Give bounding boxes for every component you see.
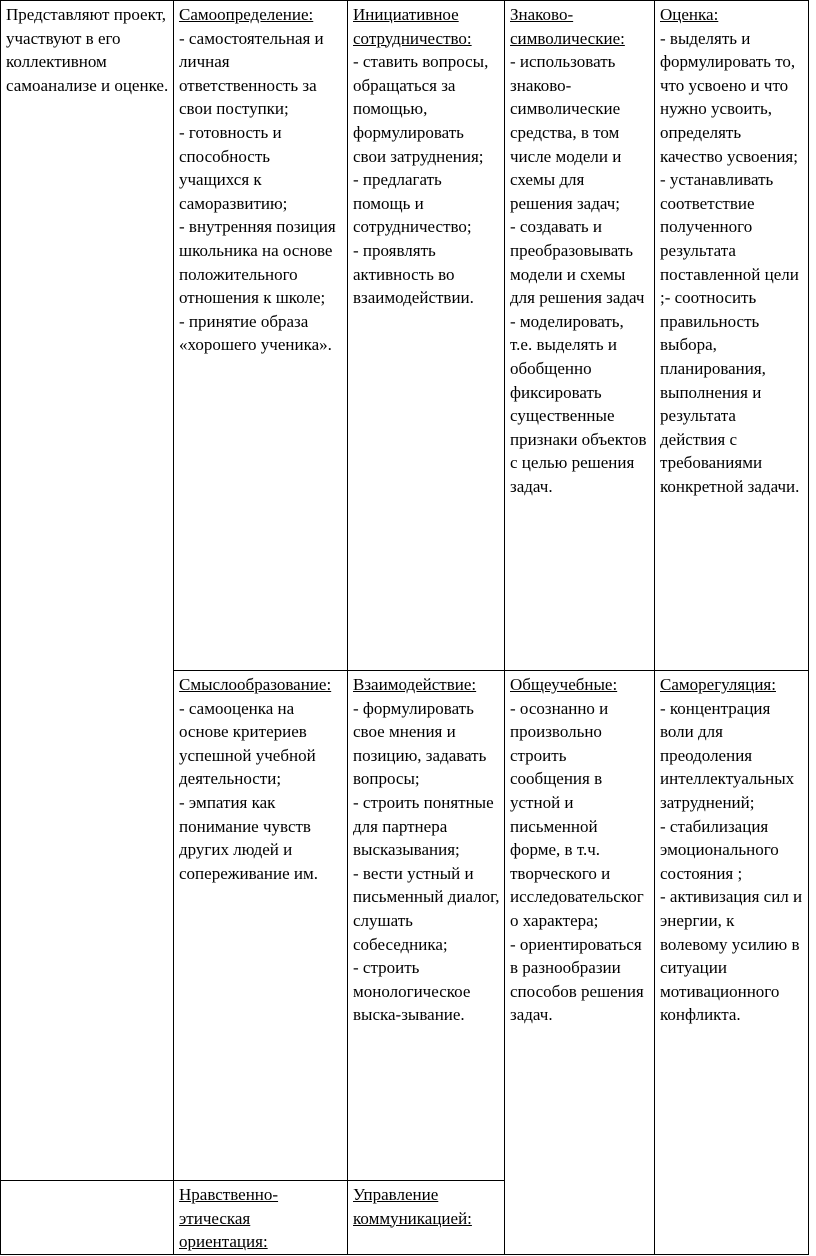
cell-body-text: - формулировать свое мнения и позицию, задавать вопросы; - строить понятные для партнера высказывания; - вести устный и письменный диалог, слушать собеседника; - строить монологическое выска-зывание. xyxy=(353,698,500,1025)
cell-body-text: - концентрация воли для преодоления интеллектуальных затруднений; - стабилизация эмоционального состояния ; - активизация сил и энергии, к волевому усилию в ситуации мотивационного конфликта. xyxy=(660,698,803,1025)
cell-body-text: - осознанно и произвольно строить сообщения в устной и письменной форме, в т.ч. творческого и исследовательского характера; - ориентироваться в разнообразии способов решения задач. xyxy=(510,698,644,1025)
cell-body-text: - самостоятельная и личная ответственность за свои поступки; - готовность и способность учащихся к саморазвитию; - внутренняя позиция школьника на основе положительного отношения к школе; - принятие образа «хорошего ученика». xyxy=(179,28,336,355)
activity-cell xyxy=(1,1181,174,1255)
personal-cell xyxy=(174,1181,348,1255)
regulatory-cell xyxy=(655,671,809,1255)
communicative-cell xyxy=(348,671,505,1181)
cell-heading: Знаково-символические: xyxy=(510,5,625,48)
activity-cell xyxy=(1,1,174,1181)
cell-body-text: - самооценка на основе критериев успешной учебной деятельности; - эмпатия как понимание чувств других людей и сопереживание им. xyxy=(179,698,319,883)
regulatory-cell xyxy=(655,1,809,671)
cell-body-text: - использовать знаково-символические средства, в том числе модели и схемы для решения задач; - создавать и преобразовывать модели и схемы для решения задач - моделировать, т.е. выделять и обобщенно фиксировать существенные признаки объектов с целью решения задач. xyxy=(510,52,647,496)
cell-heading: Саморегуляция: xyxy=(660,675,776,694)
cell-heading: Инициативное сотрудничество: xyxy=(353,5,472,48)
personal-cell xyxy=(174,1,348,671)
table-row xyxy=(1,1,809,671)
cell-body-text: - выделять и формулировать то, что усвоено и что нужно усвоить, определять качество усвоения; - устанавливать соответствие полученного результата поставленной цели ;- соотносить правильность выбора, планирования, выполнения и результата действия с требованиями конкретной задачи. xyxy=(660,28,800,496)
cell-heading: Оценка: xyxy=(660,5,719,24)
cell-heading: Взаимодействие: xyxy=(353,675,477,694)
cell-body-text: - ставить вопросы, обращаться за помощью, формулировать свои затруднения; - предлагать помощь и сотрудничество; - проявлять активность во взаимодействии. xyxy=(353,52,489,308)
activity-text: Представляют проект, участвуют в его коллективном самоанализе и оценке. xyxy=(6,5,169,95)
personal-cell xyxy=(174,671,348,1181)
cognitive-cell xyxy=(505,671,655,1255)
cell-heading: Смыслообразование: xyxy=(179,675,332,694)
cell-heading: Нравственно-этическая ориентация: xyxy=(179,1185,279,1252)
communicative-cell xyxy=(348,1,505,671)
cognitive-cell xyxy=(505,1,655,671)
communicative-cell xyxy=(348,1181,505,1255)
cell-heading: Общеучебные: xyxy=(510,675,618,694)
cell-heading: Самоопределение: xyxy=(179,5,314,24)
cell-heading: Управление коммуникацией: xyxy=(353,1185,472,1228)
